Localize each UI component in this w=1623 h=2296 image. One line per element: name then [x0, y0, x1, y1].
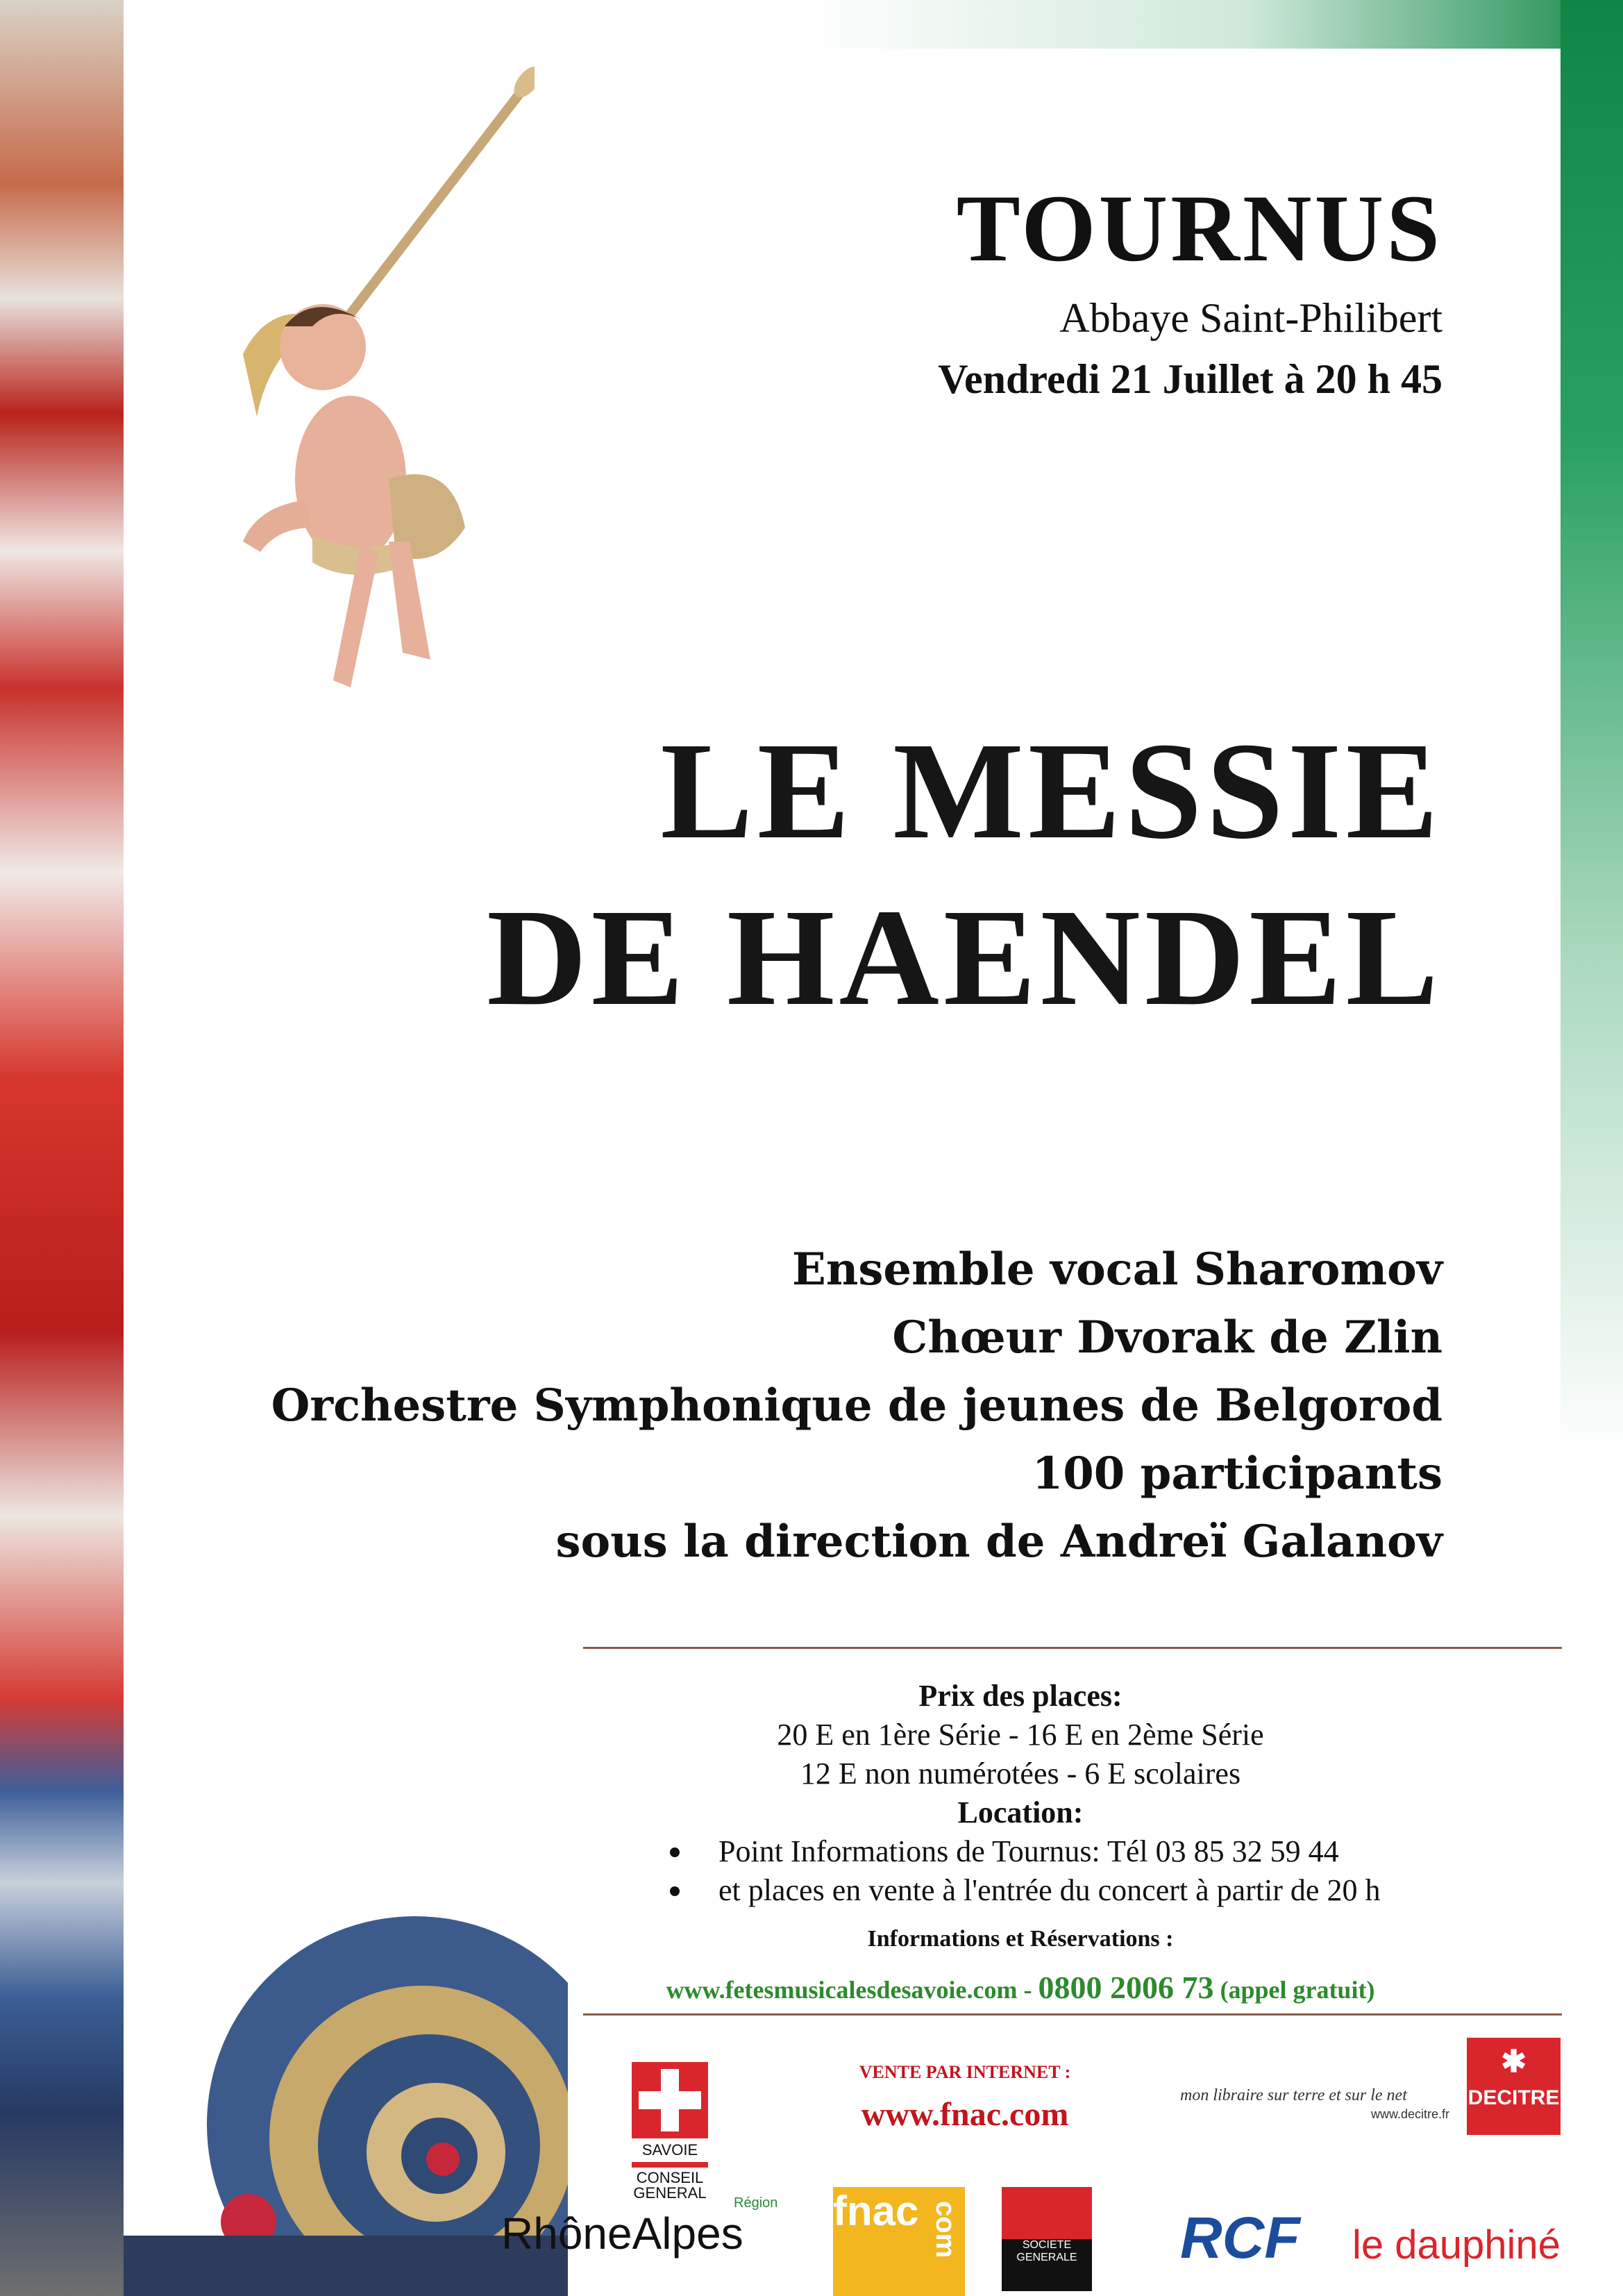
sg-line-1: SOCIETE: [1022, 2239, 1072, 2251]
performer-line: Orchestre Symphonique de jeunes de Belgorod: [271, 1380, 1443, 1432]
rhonealpes-logo: [501, 2195, 778, 2259]
event-header: [938, 175, 1443, 402]
phone-note: (appel gratuit): [1220, 1976, 1375, 2004]
performer-line: 100 participants: [1032, 1448, 1443, 1500]
decitre-url[interactable]: www.decitre.fr: [1371, 2107, 1450, 2121]
venue-name: Abbaye Saint-Philibert: [1059, 295, 1443, 341]
location-item: et places en vente à l'entrée du concert à partir de 20 h: [670, 1871, 1458, 1910]
cherub-trumpet-image: [229, 56, 535, 722]
concert-title: [487, 708, 1443, 1041]
ticket-info: [583, 1677, 1458, 2009]
prices-line-1: 20 E en 1ère Série - 16 E en 2ème Série: [777, 1718, 1264, 1752]
sg-red-band: [1002, 2187, 1092, 2239]
reservations-heading: Informations et Réservations :: [867, 1926, 1174, 1952]
rcf-logo: RCF: [1180, 2205, 1300, 2270]
location-heading: Location:: [957, 1795, 1084, 1829]
divider-top: [583, 1647, 1562, 1649]
city-title: TOURNUS: [956, 175, 1443, 281]
savoie-bar: [632, 2162, 708, 2168]
location-item: Point Informations de Tournus: Tél 03 85 32 59 44: [670, 1832, 1458, 1871]
contact-line: [583, 1968, 1458, 2009]
sg-line-2: GENERALE: [1016, 2252, 1077, 2263]
performer-line: Chœur Dvorak de Zlin: [892, 1312, 1443, 1364]
fnac-link[interactable]: www.fnac.com: [861, 2096, 1069, 2133]
rhonealpes-region: Région: [734, 2195, 778, 2211]
savoie-conseil: CONSEIL: [636, 2169, 704, 2186]
right-green-border: [1561, 0, 1623, 1458]
savoie-cross-icon: [632, 2062, 708, 2138]
top-green-border: [124, 0, 1623, 49]
divider-bottom: [583, 2013, 1562, 2016]
event-date: Vendredi 21 Juillet à 20 h 45: [938, 356, 1443, 402]
savoie-general: GENERAL: [633, 2184, 707, 2202]
performer-line: sous la direction de Andreï Galanov: [555, 1516, 1443, 1568]
performers-list: [271, 1236, 1443, 1576]
star-icon: ✱: [1501, 2045, 1527, 2079]
internet-sales: [826, 2062, 1104, 2134]
decitre-box: [1467, 2038, 1561, 2135]
phone-number: 0800 2006 73: [1038, 1970, 1214, 2005]
performer-line: Ensemble vocal Sharomov: [792, 1243, 1443, 1296]
savoie-label: SAVOIE: [641, 2141, 698, 2159]
festival-website-link[interactable]: www.fetesmusicalesdesavoie.com -: [666, 1976, 1032, 2004]
prices-heading: Prix des places:: [918, 1679, 1122, 1713]
internet-sales-label: VENTE PAR INTERNET :: [859, 2062, 1071, 2082]
savoie-logo: [628, 2062, 712, 2201]
prices-line-2: 12 E non numérotées - 6 E scolaires: [800, 1757, 1241, 1791]
location-list: [670, 1832, 1458, 1910]
fnac-logo: [833, 2187, 965, 2296]
fnac-com: com: [930, 2201, 961, 2259]
title-line-1: LE MESSIE: [660, 714, 1443, 868]
societe-generale-logo: [1002, 2187, 1092, 2291]
decitre-name: DECITRE: [1468, 2086, 1560, 2109]
rhonealpes-name: RhôneAlpes: [501, 2209, 743, 2259]
title-line-2: DE HAENDEL: [487, 881, 1443, 1034]
left-ornament-photo: [0, 0, 124, 2296]
decitre-logo: [1180, 2038, 1561, 2121]
decitre-tagline: mon libraire sur terre et sur le net: [1180, 2086, 1407, 2104]
fnac-name: fnac: [833, 2188, 919, 2234]
ledauphine-logo: le dauphiné: [1352, 2222, 1561, 2268]
